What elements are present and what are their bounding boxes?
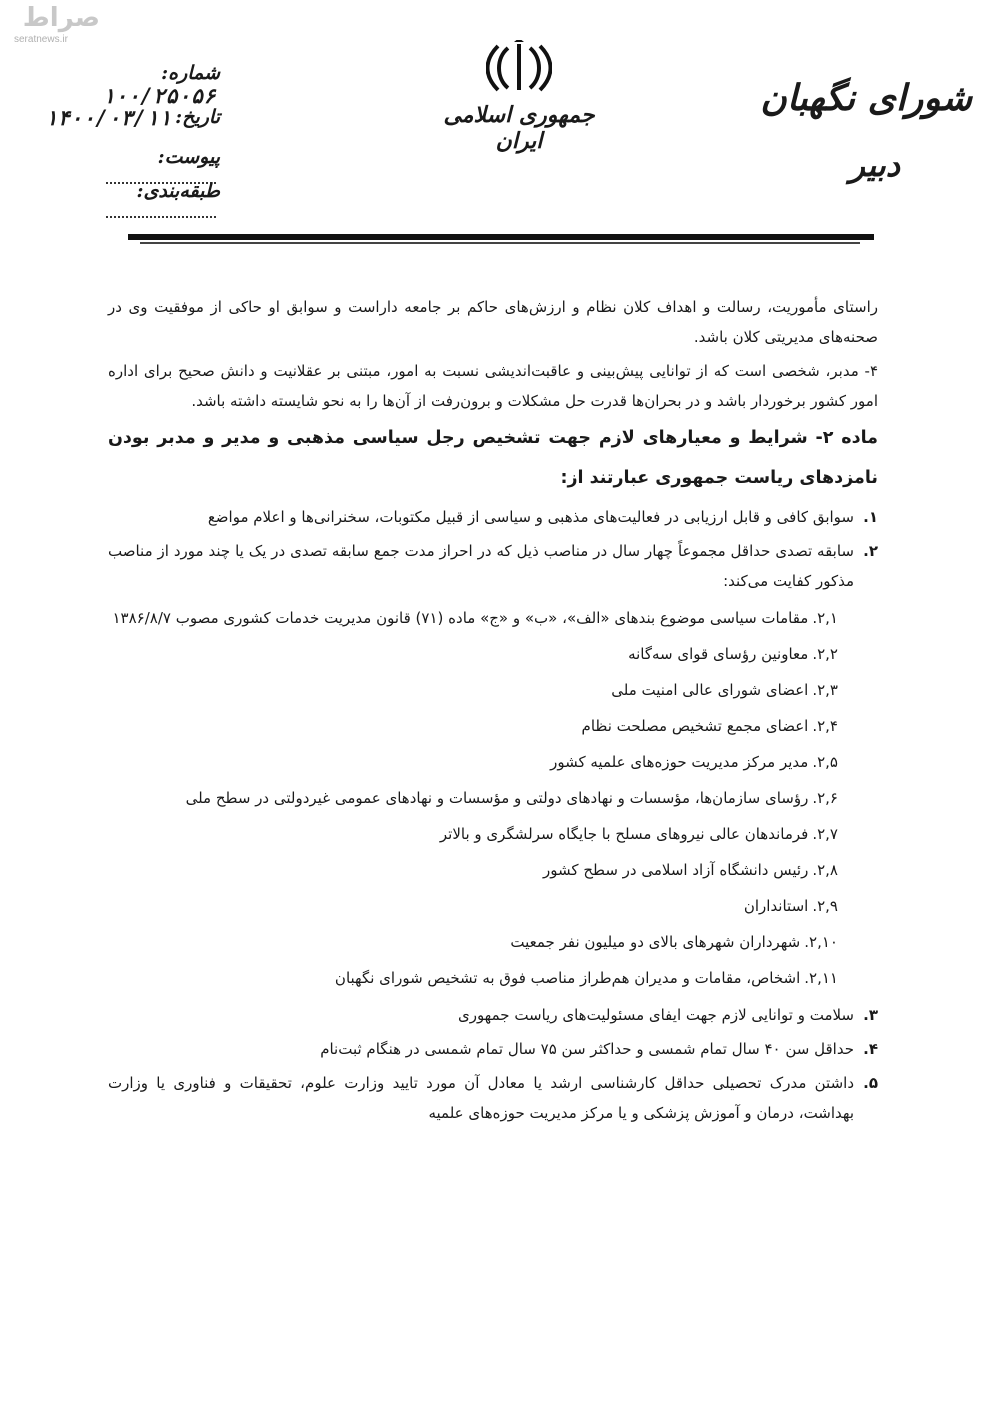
sub-item-text: رؤسای سازمان‌ها، مؤسسات و نهادهای دولتی و مؤسسات و نهادهای عمومی غیردولتی در سطح ملی: [185, 789, 809, 807]
item-text: حداقل سن ۴۰ سال تمام شمسی و حداکثر سن ۷۵ سال تمام شمسی در هنگام ثبت‌نام: [320, 1040, 854, 1058]
republic-title: جمهوری اسلامی ایران: [443, 102, 595, 154]
sub-item: [108, 672, 878, 708]
sub-item-number: ۲,۸.: [812, 861, 838, 879]
sub-item-number: ۲,۷.: [812, 825, 838, 843]
sub-item: [108, 888, 878, 924]
item-text: سلامت و توانایی لازم جهت ایفای مسئولیت‌های ریاست جمهوری: [457, 1006, 854, 1024]
sub-item-number: ۲,۶.: [812, 789, 838, 807]
classification-dots: [106, 202, 216, 218]
sub-item-number: ۲,۲.: [812, 645, 838, 663]
letter-number: [48, 62, 220, 108]
sub-item: [108, 816, 878, 852]
sub-item-number: ۲,۳.: [812, 681, 838, 699]
item-text: سوابق کافی و قابل ارزیابی در فعالیت‌های مذهبی و سیاسی از قبیل مکتوبات، سخنرانی‌ها و اعلام مواضع: [207, 508, 854, 526]
sub-item-number: ۲,۹.: [812, 897, 838, 915]
sub-item: [108, 852, 878, 888]
letter-body: [108, 292, 878, 1132]
sub-item-text: استانداران: [743, 897, 809, 915]
item-text: سابقه تصدی حداقل مجموعاً چهار سال در مناصب ذیل که در احراز مدت جمع سابقه تصدی در یک یا چند مورد از مناصب مذکور کفایت می‌کند:: [108, 542, 854, 590]
letter-classification: [48, 180, 220, 208]
list-item: [108, 502, 878, 532]
sub-item-text: شهرداران شهرهای بالای دو میلیون نفر جمعیت: [510, 933, 801, 951]
sub-item: [108, 744, 878, 780]
emblem-icon: [486, 40, 552, 96]
paragraph-1: راستای مأموریت، رسالت و اهداف کلان نظام و ارزش‌های حاکم بر جامعه داراست و سوابق او حاکی از موفقیت وی در صحنه‌های مدیریتی کلان باشد.: [108, 298, 878, 346]
item-number: ۴.: [863, 1040, 878, 1058]
watermark-logo: صراط: [22, 3, 100, 33]
header-rule-thin: [140, 242, 860, 244]
list-item: [108, 1034, 878, 1064]
item-number: ۳.: [863, 1006, 878, 1024]
sub-item: [108, 924, 878, 960]
watermark: [14, 4, 100, 50]
date-label: تاریخ:: [175, 106, 220, 128]
watermark-site: seratnews.ir: [14, 34, 68, 45]
sub-item-number: ۲,۵.: [812, 753, 838, 771]
sub-item: [108, 600, 878, 636]
list-item: [108, 1068, 878, 1128]
sub-item: [108, 780, 878, 816]
date-value: ۱۴۰۰/۰۳/۱۱: [44, 106, 172, 130]
article-2: ماده ۲- شرایط و معیارهای لازم جهت تشخیص رجل سیاسی مذهبی و مدیر و مدبر بودن نامزدهای ریاست جمهوری عبارتند از:: [108, 428, 878, 488]
sub-item: [108, 636, 878, 672]
number-label: شماره:: [161, 62, 220, 84]
sub-item-number: ۲,۱۰.: [804, 933, 838, 951]
sub-item-number: ۲,۱.: [812, 609, 838, 627]
number-value: ۱۰۰/۲۵۰۵۶: [102, 84, 216, 108]
list-item: [108, 536, 878, 596]
header-rule: [128, 234, 874, 240]
classification-label: طبقه‌بندی:: [136, 180, 220, 202]
sub-item-text: معاونین رؤسای قوای سه‌گانه: [628, 645, 809, 663]
sub-item-text: مدیر مرکز مدیریت حوزه‌های علمیه کشور: [550, 753, 809, 771]
attachment-label: پیوست:: [157, 146, 220, 168]
list-item: [108, 1000, 878, 1030]
item-text: داشتن مدرک تحصیلی حداقل کارشناسی ارشد یا معادل آن مورد تایید وزارت علوم، تحقیقات و فناوری یا وزارت بهداشت، درمان و آموزش پزشکی و یا مرکز مدیریت حوزه‌های علمیه: [108, 1074, 854, 1122]
item-number: ۲.: [863, 542, 878, 560]
sub-item-text: رئیس دانشگاه آزاد اسلامی در سطح کشور: [543, 861, 809, 879]
secretary-title: دبیر: [849, 146, 900, 184]
letter-attachment: [48, 146, 220, 170]
sub-item-number: ۲,۱۱.: [804, 969, 838, 987]
council-name: شورای نگهبان: [760, 77, 972, 119]
letter-date: [38, 106, 220, 140]
sub-item-text: اشخاص، مقامات و مدیران هم‌طراز مناصب فوق به تشخیص شورای نگهبان: [334, 969, 801, 987]
item-number: ۵.: [863, 1074, 878, 1092]
sub-item-text: اعضای مجمع تشخیص مصلحت نظام: [581, 717, 809, 735]
item-number: ۱.: [863, 508, 878, 526]
sub-item: [108, 708, 878, 744]
sub-item-text: اعضای شورای عالی امنیت ملی: [611, 681, 809, 699]
sub-item-text: مقامات سیاسی موضوع بندهای «الف»، «ب» و «ج» ماده (۷۱) قانون مدیریت خدمات کشوری مصوب ۱۳۸۶/۸/۷: [112, 609, 809, 627]
sub-item-number: ۲,۴.: [812, 717, 838, 735]
paragraph-2: ۴- مدبر، شخصی است که از توانایی پیش‌بینی و عاقبت‌اندیشی نسبت به امور، مبتنی بر عقلانیت و دانش صحیح برای اداره امور کشور برخوردار باشد و در بحران‌ها قدرت حل مشکلات و برون‌رفت از آن‌ها را به نحو شایسته داشته باشد.: [108, 362, 878, 410]
sub-item-text: فرماندهان عالی نیروهای مسلح با جایگاه سرلشگری و بالاتر: [439, 825, 809, 843]
sub-item: [108, 960, 878, 996]
